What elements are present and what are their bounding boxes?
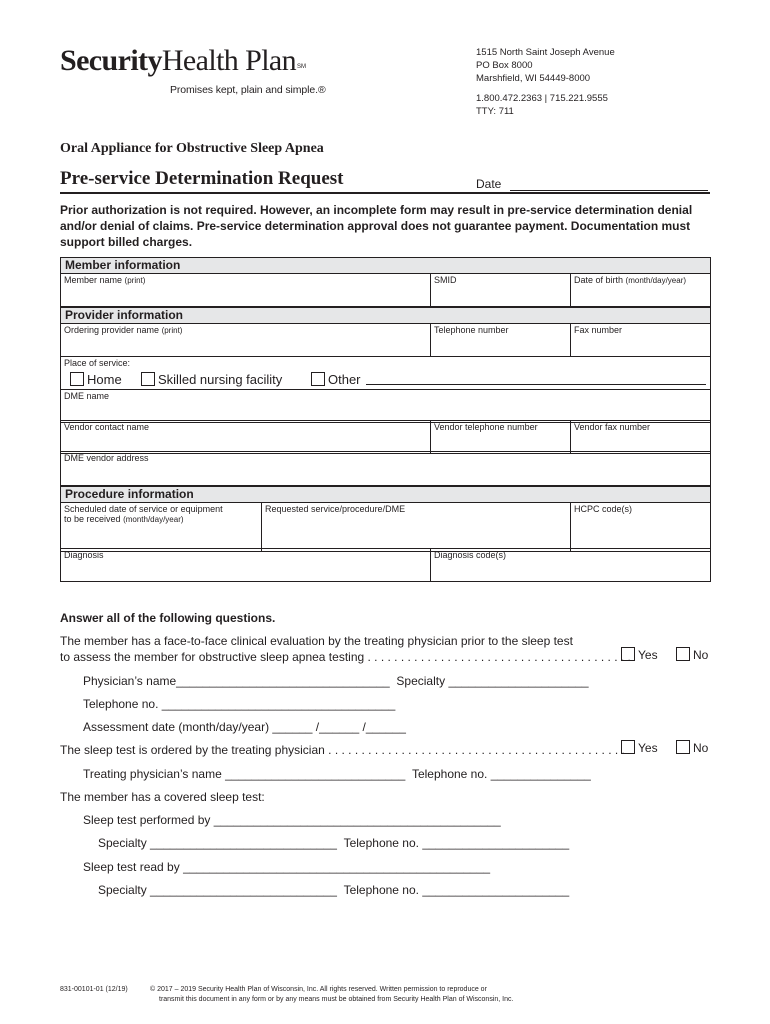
q2-no-checkbox[interactable] bbox=[676, 740, 690, 754]
physician-telephone-row[interactable]: Telephone no. ___________________________________ bbox=[83, 697, 396, 711]
logo-wordmark: SecurityHealth PlanSM bbox=[60, 44, 307, 77]
place-of-service-row: Place of service: bbox=[60, 356, 711, 390]
performed-specialty-row[interactable]: Specialty ____________________________ Telephone no. ______________________ bbox=[98, 836, 570, 850]
vendor-contact-field[interactable]: Vendor contact name bbox=[60, 420, 431, 454]
snf-checkbox[interactable] bbox=[141, 372, 155, 386]
other-checkbox[interactable] bbox=[311, 372, 325, 386]
tty-number: TTY: 711 bbox=[476, 106, 514, 117]
form-number: 831-00101-01 (12/19) bbox=[60, 986, 128, 993]
q3-line: The member has a covered sleep test: bbox=[60, 790, 265, 804]
contact-address-block bbox=[476, 46, 615, 118]
q1-no-option[interactable]: No bbox=[676, 647, 708, 662]
diagnosis-codes-field[interactable]: Diagnosis code(s) bbox=[430, 548, 711, 582]
address-line: 1515 North Saint Joseph Avenue bbox=[476, 47, 615, 58]
assessment-date-row[interactable]: Assessment date (month/day/year) ______ /______ /______ bbox=[83, 720, 406, 734]
copyright-line1: © 2017 – 2019 Security Health Plan of Wisconsin, Inc. All rights reserved. Written permission to reproduce or bbox=[150, 986, 487, 993]
security-health-plan-logo bbox=[60, 46, 340, 102]
logo-tagline: Promises kept, plain and simple.® bbox=[170, 84, 326, 96]
pos-snf-option[interactable]: Skilled nursing facility bbox=[141, 372, 282, 387]
member-section-heading: Member information bbox=[60, 257, 711, 274]
ordering-provider-field[interactable]: Ordering provider name (print) bbox=[60, 323, 431, 357]
smid-field[interactable]: SMID bbox=[430, 273, 571, 307]
provider-telephone-field[interactable]: Telephone number bbox=[430, 323, 571, 357]
scheduled-date-field[interactable]: Scheduled date of service or equipment to be received (month/day/year) bbox=[60, 502, 262, 552]
read-by-row[interactable]: Sleep test read by ______________________________________________ bbox=[83, 860, 491, 874]
date-label: Date bbox=[476, 177, 502, 191]
q2-no-option[interactable]: No bbox=[676, 740, 708, 755]
procedure-section-heading: Procedure information bbox=[60, 486, 711, 503]
form-title: Pre-service Determination Request bbox=[60, 168, 344, 189]
copyright-line2: transmit this document in any form or by any means must be obtained from Security Health Plan of Wisconsin, Inc. bbox=[159, 996, 514, 1003]
provider-section-heading: Provider information bbox=[60, 307, 711, 324]
q1-line1: The member has a face-to-face clinical evaluation by the treating physician prior to the sleep test bbox=[60, 634, 573, 648]
q1-line2: to assess the member for obstructive sleep apnea testing . . . . . . . . . . . . . . . . . . . . . . . . . . . . . . . . . . . . . . . . bbox=[60, 650, 631, 664]
q1-no-checkbox[interactable] bbox=[676, 647, 690, 661]
q2-yes-checkbox[interactable] bbox=[621, 740, 635, 754]
q1-yes-checkbox[interactable] bbox=[621, 647, 635, 661]
dme-vendor-address-field[interactable]: DME vendor address bbox=[60, 451, 711, 486]
phone-numbers: 1.800.472.2363 | 715.221.9555 bbox=[476, 93, 608, 104]
q1-yes-option[interactable]: Yes bbox=[621, 647, 658, 662]
diagnosis-field[interactable]: Diagnosis bbox=[60, 548, 431, 582]
vendor-telephone-field[interactable]: Vendor telephone number bbox=[430, 420, 571, 454]
home-checkbox[interactable] bbox=[70, 372, 84, 386]
q2-yes-option[interactable]: Yes bbox=[621, 740, 658, 755]
member-name-field[interactable]: Member name (print) bbox=[60, 273, 431, 307]
form-subtitle: Oral Appliance for Obstructive Sleep Apnea bbox=[60, 141, 324, 156]
address-line: Marshfield, WI 54449-8000 bbox=[476, 73, 591, 84]
pos-other-option[interactable]: Other bbox=[311, 372, 361, 387]
intro-notice: Prior authorization is not required. However, an incomplete form may result in pre-service determination denial and/or denial of claims. Pre-service determination approval does not guarantee payment. Documentation must support billed charges. bbox=[60, 203, 693, 249]
date-of-birth-field[interactable]: Date of birth (month/day/year) bbox=[570, 273, 711, 307]
other-text-line[interactable] bbox=[366, 384, 706, 385]
title-rule bbox=[60, 192, 710, 194]
hcpc-codes-field[interactable]: HCPC code(s) bbox=[570, 502, 711, 552]
pos-home-option[interactable]: Home bbox=[70, 372, 122, 387]
read-specialty-row[interactable]: Specialty ____________________________ Telephone no. ______________________ bbox=[98, 883, 570, 897]
treating-physician-row[interactable]: Treating physician’s name ___________________________ Telephone no. _______________ bbox=[83, 767, 591, 781]
questions-heading: Answer all of the following questions. bbox=[60, 611, 276, 625]
date-field[interactable] bbox=[510, 190, 708, 191]
q2-line: The sleep test is ordered by the treating physician . . . . . . . . . . . . . . . . . . . . . . . . . . . . . . . . . . . . . . . . . . . . . bbox=[60, 743, 625, 757]
provider-fax-field[interactable]: Fax number bbox=[570, 323, 711, 357]
vendor-fax-field[interactable]: Vendor fax number bbox=[570, 420, 711, 454]
requested-service-field[interactable]: Requested service/procedure/DME bbox=[261, 502, 571, 552]
performed-by-row[interactable]: Sleep test performed by ___________________________________________ bbox=[83, 813, 501, 827]
dme-name-field[interactable]: DME name bbox=[60, 389, 711, 423]
address-line: PO Box 8000 bbox=[476, 60, 533, 71]
physician-name-row[interactable]: Physician’s name________________________________ Specialty _____________________ bbox=[83, 674, 589, 688]
